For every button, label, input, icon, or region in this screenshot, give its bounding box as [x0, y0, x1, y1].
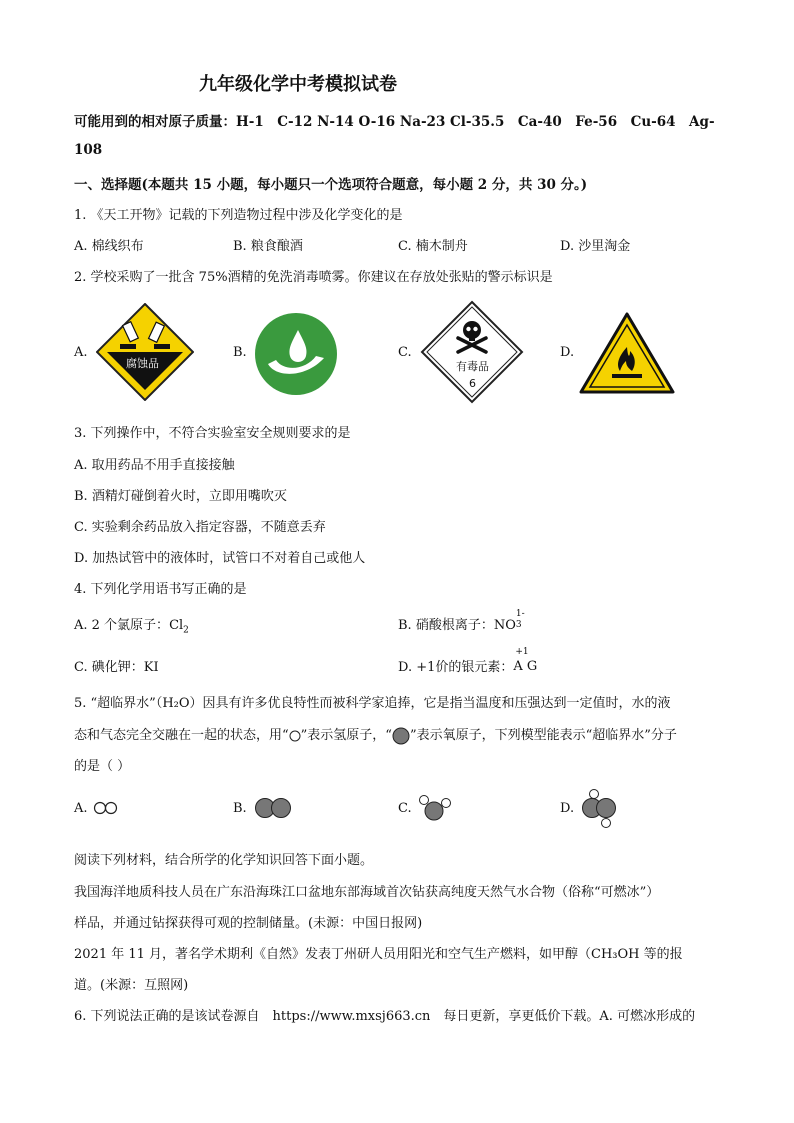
- q4-option-d-text: D. +1价的银元素：: [398, 660, 514, 675]
- q4-option-b-subscript: 3: [515, 620, 522, 630]
- q4-option-a-formula: Cl: [169, 618, 184, 633]
- corrosive-sign-icon: [96, 303, 194, 401]
- flammable-sign-icon: [578, 311, 676, 395]
- q1-option-d: D. 沙里淘金: [560, 239, 631, 254]
- q2-label-d: D.: [560, 345, 575, 360]
- question-4-stem: 4. 下列化学用语书写正确的是: [74, 582, 247, 597]
- reading-paragraph-2-line2: 道。(米源：互照网): [74, 978, 189, 993]
- reading-paragraph-1-line1: 我国海洋地质科技人员在广东沿海珠江口盆地东部海域首次钻获高纯度天然气水合物（俗称“可燃冰”）: [74, 885, 660, 900]
- q1-option-a: A. 棉线织布: [74, 239, 144, 254]
- q2-label-b: B.: [233, 345, 247, 360]
- q4-option-b-text: B. 硝酸根离子：: [398, 618, 494, 633]
- molecule-model-a: [93, 801, 119, 815]
- reading-paragraph-1-line2: 样品，并通过钻探获得可观的控制储量。(未源：中国日报网): [74, 916, 423, 931]
- question-1-stem: 1. 《天工开物》记载的下列造物过程中涉及化学变化的是: [74, 208, 403, 223]
- q5-line2-part2: ”表示氢原子，“: [300, 728, 392, 743]
- q4-option-d: [398, 647, 543, 675]
- q4-option-d-superscript: +1: [515, 647, 529, 657]
- molecule-model-b: [254, 797, 294, 819]
- q4-option-c: C. 碘化钾：KI: [74, 660, 159, 675]
- water-saving-sign-icon: [254, 312, 338, 396]
- q5-label-b: B.: [233, 801, 247, 816]
- q4-option-a-subscript: 2: [183, 625, 189, 636]
- q5-label-d: D.: [560, 801, 575, 816]
- q5-line2-part3: ”表示氧原子，下列模型能表示“超临界水”分子: [409, 728, 677, 743]
- page-title: 九年级化学中考模拟试卷: [199, 74, 397, 95]
- q5-line2-part1: 态和气态完全交融在一起的状态，用“: [74, 728, 289, 743]
- oxygen-atom-icon: [392, 727, 410, 745]
- molecule-model-d: [580, 787, 620, 831]
- question-5-stem-line1: 5. “超临界水”（H₂O）因具有许多优良特性而被科学家追捧，它是指当温度和压强达到一定值时，水的液: [74, 696, 671, 711]
- q2-label-a: A.: [74, 345, 88, 360]
- toxic-sign-number: 6: [469, 377, 476, 390]
- q3-option-c: C. 实验剩余药品放入指定容器，不随意丢弃: [74, 520, 326, 535]
- reading-intro: 阅读下列材料，结合所学的化学知识回答下面小题。: [74, 853, 374, 868]
- q4-option-a-text: A. 2 个氯原子：: [74, 618, 170, 633]
- q3-option-b: B. 酒精灯碰倒着火时，立即用嘴吹灭: [74, 489, 287, 504]
- hydrogen-atom-icon: [289, 730, 301, 742]
- question-5-stem-line3: 的是（ ）: [74, 759, 131, 774]
- q1-option-c: C. 楠木制舟: [398, 239, 468, 254]
- q5-label-c: C.: [398, 801, 412, 816]
- question-5-stem-line2: [74, 724, 677, 745]
- q1-option-b: B. 粮食酿酒: [233, 239, 303, 254]
- q4-option-d-formula: A G: [513, 659, 538, 674]
- q3-option-d: D. 加热试管中的液体时，试管口不对着自己或他人: [74, 551, 366, 566]
- q4-option-b: [398, 609, 530, 633]
- section-header: 一、选择题(本题共 15 小题，每小题只一个选项符合题意，每小题 2 分，共 30 分。): [74, 177, 588, 193]
- q3-option-a: A. 取用药品不用手直接接触: [74, 458, 235, 473]
- question-2-stem: 2. 学校采购了一批含 75%酒精的免洗消毒喷雾。你建议在存放处张贴的警示标识是: [74, 270, 553, 285]
- q4-option-a: [74, 614, 189, 636]
- atomic-mass-line: 可能用到的相对原子质量：H-1 C-12 N-14 O-16 Na-23 Cl-35.5 Ca-40 Fe-56 Cu-64 Ag-: [74, 114, 715, 130]
- atomic-mass-line-cont: 108: [74, 142, 103, 158]
- q4-option-b-superscript: 1-: [515, 609, 525, 619]
- question-6-stem: 6. 下列说法正确的是该试卷源自 https://www.mxsj663.cn 每日更新，享更低价下载。A. 可燃冰形成的: [74, 1009, 696, 1024]
- toxic-sign-label: 有毒品: [456, 360, 489, 373]
- question-3-stem: 3. 下列操作中，不符合实验室安全规则要求的是: [74, 426, 351, 441]
- corrosive-sign-label: 腐蚀品: [126, 357, 159, 370]
- q2-label-c: C.: [398, 345, 412, 360]
- reading-paragraph-2-line1: 2021 年 11 月，著名学术期利《自然》发表丁州研人员用阳光和空气生产燃料，如甲醇（CH₃OH 等的报: [74, 947, 683, 962]
- molecule-model-c: [417, 793, 457, 823]
- q5-label-a: A.: [74, 801, 88, 816]
- q4-option-b-formula: NO: [493, 618, 516, 633]
